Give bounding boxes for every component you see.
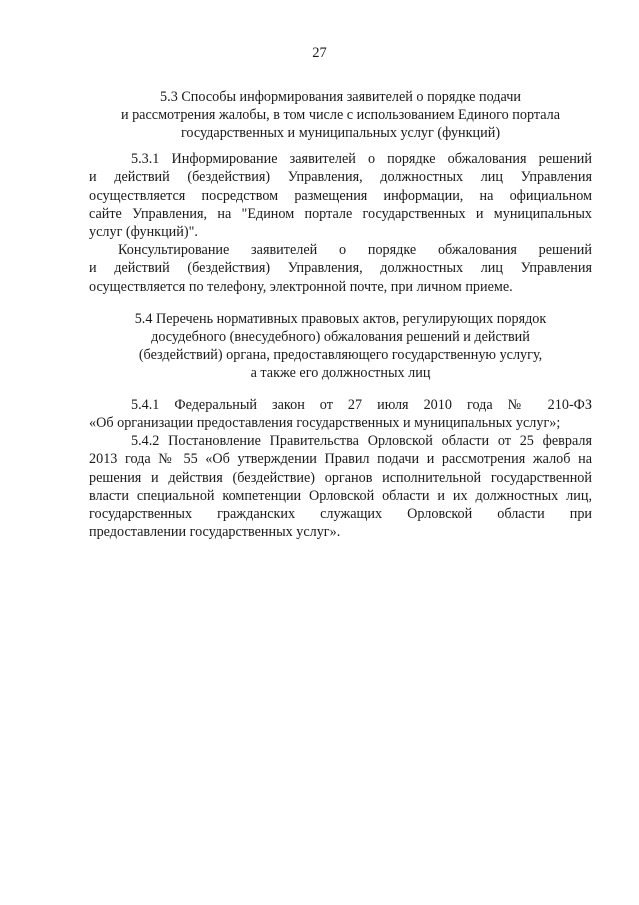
paragraph-line: сайте Управления, на "Едином портале государственных и муниципальных xyxy=(89,205,592,222)
paragraph-line: услуг (функций)". xyxy=(89,224,198,241)
page-number: 27 xyxy=(312,45,327,61)
paragraph-5-4-1 xyxy=(89,396,592,433)
heading-line: государственных и муниципальных услуг (функций) xyxy=(180,125,501,141)
paragraph-line: Консультирование заявителей о порядке обжалования решений xyxy=(118,242,592,258)
paragraph-line: предоставлении государственных услуг». xyxy=(89,524,341,541)
paragraph-line: власти специальной компетенции Орловской области и их должностных лиц, xyxy=(89,487,592,504)
heading-line: и рассмотрения жалобы, в том числе с использованием Единого портала xyxy=(120,107,561,123)
paragraph-consultation xyxy=(89,241,592,296)
paragraph-line: и действий (бездействия) Управления, должностных лиц Управления xyxy=(89,260,592,277)
heading-line: 5.3 Способы информирования заявителей о порядке подачи xyxy=(160,89,521,105)
section-5-3-heading xyxy=(89,88,592,142)
paragraph-line: 5.4.1 Федеральный закон от 27 июля 2010 года № 210-ФЗ xyxy=(131,397,592,413)
paragraph-line: 5.3.1 Информирование заявителей о порядке обжалования решений xyxy=(131,151,592,167)
paragraph-line: 2013 года № 55 «Об утверждении Правил подачи и рассмотрения жалоб на xyxy=(89,451,592,468)
paragraph-line: осуществляется по телефону, электронной почте, при личном приеме. xyxy=(89,278,513,295)
paragraph-line: государственных гражданских служащих Орловской области при xyxy=(89,506,592,523)
paragraph-5-3-1 xyxy=(89,150,592,241)
paragraph-5-4-2 xyxy=(89,432,592,542)
paragraph-line: и действий (бездействия) Управления, должностных лиц Управления xyxy=(89,169,592,186)
heading-line: досудебного (внесудебного) обжалования решений и действий xyxy=(151,329,530,345)
heading-line: а также его должностных лиц xyxy=(250,365,431,381)
heading-line: (бездействий) органа, предоставляющего государственную услугу, xyxy=(138,347,543,363)
paragraph-line: «Об организации предоставления государственных и муниципальных услуг»; xyxy=(89,415,561,432)
paragraph-line: осуществляется посредством размещения информации, на официальном xyxy=(89,187,592,204)
heading-line: 5.4 Перечень нормативных правовых актов, регулирующих порядок xyxy=(134,311,547,327)
section-5-4-heading xyxy=(89,310,592,382)
paragraph-line: 5.4.2 Постановление Правительства Орловской области от 25 февраля xyxy=(131,433,592,449)
paragraph-line: решения и действия (бездействие) органов исполнительной государственной xyxy=(89,469,592,486)
